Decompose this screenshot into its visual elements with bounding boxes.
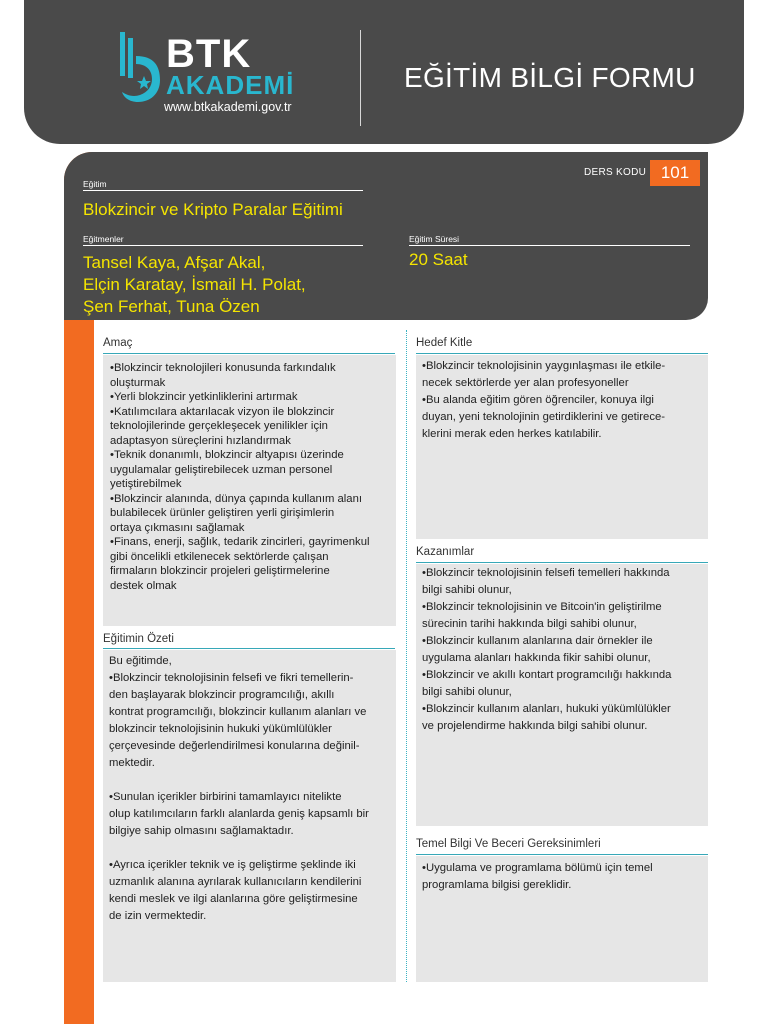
temel-line: programlama bilgisi gereklidir. xyxy=(422,879,572,891)
egitmenler-rule xyxy=(83,245,363,246)
amac-line: •Yerli blokzincir yetkinliklerini artırmak xyxy=(110,391,298,403)
form-title: EĞİTİM BİLGİ FORMU xyxy=(404,62,696,93)
ders-kodu-label: DERS KODU xyxy=(584,167,647,178)
kazanim-line: uygulama alanları hakkında fikir sahibi olunur, xyxy=(422,652,651,664)
egitim-value: Blokzincir ve Kripto Paralar Eğitimi xyxy=(83,200,343,219)
egitim-label: Eğitim xyxy=(83,179,107,189)
temel-bilgi-title: Temel Bilgi Ve Beceri Gereksinimleri xyxy=(416,838,601,850)
amac-line: gibi öncelikli etkilenecek sektörlerde çalışan xyxy=(110,550,329,563)
kazanim-line: sürecinin tarihi hakkında bilgi sahibi olunur, xyxy=(422,618,637,630)
hedef-kitle-title: Hedef Kitle xyxy=(416,337,473,349)
egitmenler-line: Şen Ferhat, Tuna Özen xyxy=(83,297,260,316)
ozet-line: den başlayarak blokzincir programcılığı, akıllı xyxy=(109,689,335,701)
amac-rule xyxy=(103,353,395,354)
amac-title: Amaç xyxy=(103,337,133,349)
course-info-panel xyxy=(64,152,708,320)
hedef-line: klerini merak eden herkes katılabilir. xyxy=(422,428,602,440)
egitmenler-value xyxy=(83,252,306,318)
hedef-kitle-text xyxy=(422,358,706,443)
ozet-line: çerçevesinde değerlendirilmesi konularına değinil- xyxy=(109,740,360,752)
ozet-line: kontrat programcılığı, blokzincir kullanım alanları ve xyxy=(109,706,367,718)
kazanim-line: •Blokzincir kullanım alanlarına dair örnekler ile xyxy=(422,635,653,647)
egitim-suresi-rule xyxy=(409,245,690,246)
temel-bilgi-text xyxy=(422,860,706,894)
ozet-text xyxy=(109,653,393,925)
btk-akademi-logo[interactable] xyxy=(120,30,320,120)
ozet-line: •Sunulan içerikler birbirini tamamlayıcı nitelikte xyxy=(109,791,342,803)
kazanim-line: bilgi sahibi olunur, xyxy=(422,584,512,596)
ozet-line: •Blokzincir teknolojisinin felsefi ve fikri temellerin- xyxy=(109,672,354,684)
ozet-line: uzmanlık alanına ayrılarak kullanıcıların kendilerini xyxy=(109,876,362,888)
amac-line: oluşturmak xyxy=(110,376,166,389)
amac-line: •Blokzincir alanında, dünya çapında kullanım alanı xyxy=(110,492,363,505)
kazanim-line: bilgi sahibi olunur, xyxy=(422,686,512,698)
hedef-line: •Blokzincir teknolojisinin yaygınlaşması ile etkile- xyxy=(422,360,666,372)
egitmenler-line: Tansel Kaya, Afşar Akal, xyxy=(83,253,266,272)
kazanimlar-text xyxy=(422,565,706,735)
logo-akademi-text: AKADEMİ xyxy=(166,70,295,100)
ozet-line: olup katılımcıların farklı alanlarda geniş kapsamlı bir xyxy=(109,808,369,820)
hedef-kitle-rule xyxy=(416,353,708,354)
egitim-suresi-label: Eğitim Süresi xyxy=(409,234,460,244)
kazanim-line: •Blokzincir kullanım alanları, hukuki yükümlülükler xyxy=(422,703,671,715)
amac-line: firmaların blokzincir projeleri geliştirmelerine xyxy=(110,565,330,577)
ozet-line: de izin vermektedir. xyxy=(109,910,207,922)
amac-line: •Katılımcılara aktarılacak vizyon ile blokzincir xyxy=(110,405,335,418)
website-url[interactable]: www.btkakademi.gov.tr xyxy=(164,100,292,114)
kazanim-line: ve projelendirme hakkında bilgi sahibi olunur. xyxy=(422,720,648,732)
amac-line: yetiştirebilmek xyxy=(110,478,182,490)
kazanim-line: •Blokzincir teknolojisinin felsefi temelleri hakkında xyxy=(422,567,670,579)
header-divider xyxy=(360,30,361,126)
amac-text xyxy=(110,361,392,593)
ozet-line xyxy=(109,840,393,857)
logo-btk-text: BTK xyxy=(166,32,252,76)
kazanim-line: •Blokzincir ve akıllı kontart programcılığı hakkında xyxy=(422,669,672,681)
amac-line: uygulamalar geliştirebilecek uzman personel xyxy=(110,463,333,476)
hedef-line: necek sektörlerde yer alan profesyoneller xyxy=(422,377,629,389)
amac-line: ortaya çıkmasını sağlamak xyxy=(110,521,245,534)
ozet-line: mektedir. xyxy=(109,757,155,769)
temel-line: •Uygulama ve programlama bölümü için temel xyxy=(422,862,653,874)
hedef-line: duyan, yeni teknolojinin getirdiklerini ve getirece- xyxy=(422,411,666,423)
egitmenler-line: Elçin Karatay, İsmail H. Polat, xyxy=(83,275,306,294)
ozet-line: •Ayrıca içerikler teknik ve iş geliştirme şeklinde iki xyxy=(109,859,356,871)
kazanimlar-title: Kazanımlar xyxy=(416,546,475,558)
amac-line: •Teknik donanımlı, blokzincir altyapısı üzerinde xyxy=(110,449,344,461)
ders-kodu-badge: 101 xyxy=(650,160,700,186)
temel-bilgi-rule xyxy=(416,854,708,855)
ozet-line: bilgiye sahip olmasını sağlamaktadır. xyxy=(109,825,294,837)
ozet-line: blokzincir teknolojisinin hukuki yükümlülükler xyxy=(109,723,332,735)
ozet-line: Bu eğitimde, xyxy=(109,655,172,667)
amac-line: •Finans, enerji, sağlık, tedarik zincirleri, gayrimenkul xyxy=(110,536,370,548)
egitim-rule xyxy=(83,190,363,191)
amac-line: destek olmak xyxy=(110,579,177,592)
kazanim-line: •Blokzincir teknolojisinin ve Bitcoin'in geliştirilme xyxy=(422,601,662,613)
ozet-line: kendi meslek ve ilgi alanlarına göre geliştirmesine xyxy=(109,893,358,905)
amac-line: •Blokzincir teknolojileri konusunda farkındalık xyxy=(110,362,336,374)
ozet-line xyxy=(109,772,393,789)
ozet-rule xyxy=(103,648,395,649)
kazanimlar-rule xyxy=(416,562,708,563)
ozet-title: Eğitimin Özeti xyxy=(103,633,174,645)
amac-line: teknolojilerinde gerçekleşecek yenilikler için xyxy=(110,420,328,432)
amac-line: bulabilecek ürünler geliştiren yerli girişimlerin xyxy=(110,507,335,519)
hedef-line: •Bu alanda eğitim gören öğrenciler, konuya ilgi xyxy=(422,394,654,406)
egitmenler-label: Eğitmenler xyxy=(83,234,124,244)
column-divider xyxy=(406,330,407,982)
btk-logo-mark-icon xyxy=(120,32,162,104)
amac-line: adaptasyon süreçlerini hızlandırmak xyxy=(110,434,291,447)
header-banner xyxy=(24,0,744,144)
egitim-suresi-value: 20 Saat xyxy=(409,250,468,269)
